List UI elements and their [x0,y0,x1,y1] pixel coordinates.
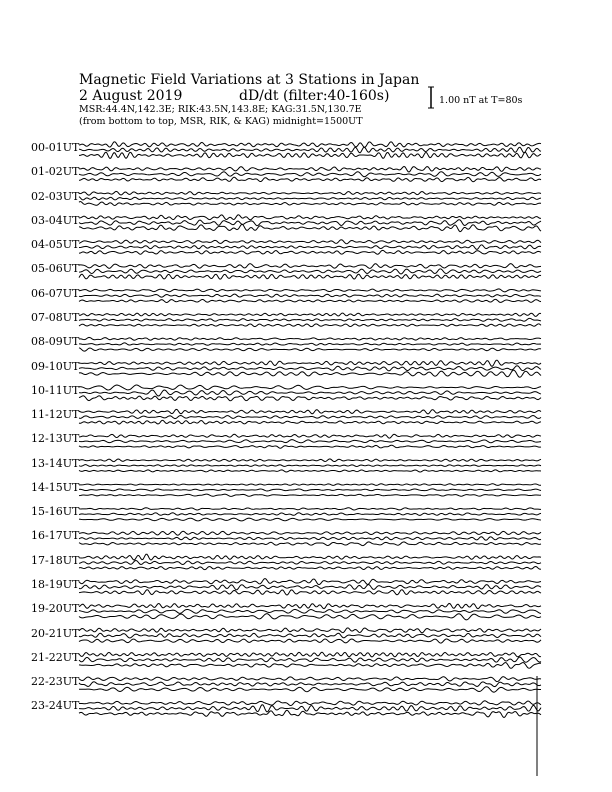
hour-label: 17-18UT [31,553,80,567]
station-order-note: (from bottom to top, MSR, RIK, & KAG) midnight=1500UT [79,116,363,127]
trace-msr [79,370,541,377]
trace-rik [79,343,541,345]
trace-msr [79,567,541,570]
trace-kag [79,337,541,340]
trace-rik [79,220,541,226]
trace-kag [79,579,541,585]
chart-title: Magnetic Field Variations at 3 Stations in Japan [79,72,420,88]
trace-rik [79,245,541,250]
trace-kag [79,166,541,172]
hour-label: 12-13UT [31,432,80,446]
trace-rik [79,705,541,712]
trace-rik [79,609,541,613]
trace-rik [79,197,541,200]
trace-kag [79,554,541,560]
hour-label: 00-01UT [31,141,80,154]
trace-msr [79,663,541,669]
trace-msr [79,445,541,448]
hour-label: 10-11UT [31,383,80,397]
trace-msr [79,396,541,401]
hour-label: 22-23UT [31,675,80,689]
trace-rik [79,294,541,297]
trace-rik [79,657,541,662]
trace-kag [79,264,541,269]
trace-rik [79,416,541,419]
trace-msr [79,224,541,231]
trace-kag [79,313,541,316]
trace-rik [79,633,541,638]
hour-label: 14-15UT [31,480,80,494]
hour-label: 05-06UT [31,262,80,276]
trace-msr [79,590,541,595]
trace-msr [79,250,541,254]
trace-msr [79,324,541,327]
trace-kag [79,360,541,366]
quantity-label: dD/dt (filter:40-160s) [239,88,390,104]
hour-label: 16-17UT [31,529,80,543]
trace-rik [79,537,541,541]
trace-kag [79,652,541,657]
trace-msr [79,639,541,643]
hour-label: 03-04UT [31,213,80,227]
hour-label: 09-10UT [31,359,80,373]
station-coordinates: MSR:44.4N,142.3E; RIK:43.5N,143.8E; KAG:31.5N,130.7E [79,104,362,115]
hour-label: 01-02UT [31,165,80,179]
hour-label: 08-09UT [31,335,80,349]
hour-label: 20-21UT [31,626,80,640]
date-label: 2 August 2019 [79,88,183,104]
hour-label: 15-16UT [31,505,80,519]
trace-kag [79,191,541,195]
hour-label: 02-03UT [31,189,80,203]
trace-rik [79,172,541,177]
trace-msr [79,274,541,279]
trace-kag [79,215,541,220]
hour-label: 07-08UT [31,310,80,324]
trace-rik [79,560,541,564]
trace-rik [79,147,541,153]
trace-msr [79,614,541,620]
trace-kag [79,603,541,608]
trace-rik [79,440,541,443]
trace-kag [79,628,541,633]
trace-kag [79,385,541,390]
hour-label: 19-20UT [31,602,80,616]
trace-msr [79,201,541,205]
hour-label: 18-19UT [31,578,80,592]
trace-kag [79,409,541,413]
trace-kag [79,459,541,462]
hour-label: 04-05UT [31,238,80,252]
trace-msr [79,687,541,692]
hour-label: 21-22UT [31,650,80,664]
trace-kag [79,508,541,510]
trace-kag [79,289,541,292]
trace-kag [79,484,541,486]
trace-msr [79,299,541,302]
trace-rik [79,465,541,467]
scale-bar-label: 1.00 nT at T=80s [439,95,523,106]
trace-msr [79,470,541,472]
trace-kag [79,531,541,535]
trace-msr [79,494,541,496]
trace-kag [79,434,541,438]
trace-msr [79,348,541,351]
trace-rik [79,269,541,274]
trace-rik [79,390,541,396]
trace-rik [79,513,541,516]
trace-kag [79,240,541,244]
trace-msr [79,542,541,546]
trace-rik [79,489,541,491]
trace-msr [79,420,541,424]
hour-label: 23-24UT [31,699,80,713]
trace-msr [79,518,541,521]
hour-label: 06-07UT [31,286,80,300]
trace-kag [79,677,541,682]
trace-rik [79,366,541,371]
trace-kag [79,701,541,706]
hour-label: 11-12UT [31,408,80,422]
trace-msr [79,177,541,182]
trace-msr [79,710,541,717]
trace-rik [79,585,541,590]
trace-rik [79,318,541,321]
trace-msr [79,152,541,158]
trace-rik [79,682,541,687]
hour-label: 13-14UT [31,456,80,470]
trace-kag [79,142,541,147]
